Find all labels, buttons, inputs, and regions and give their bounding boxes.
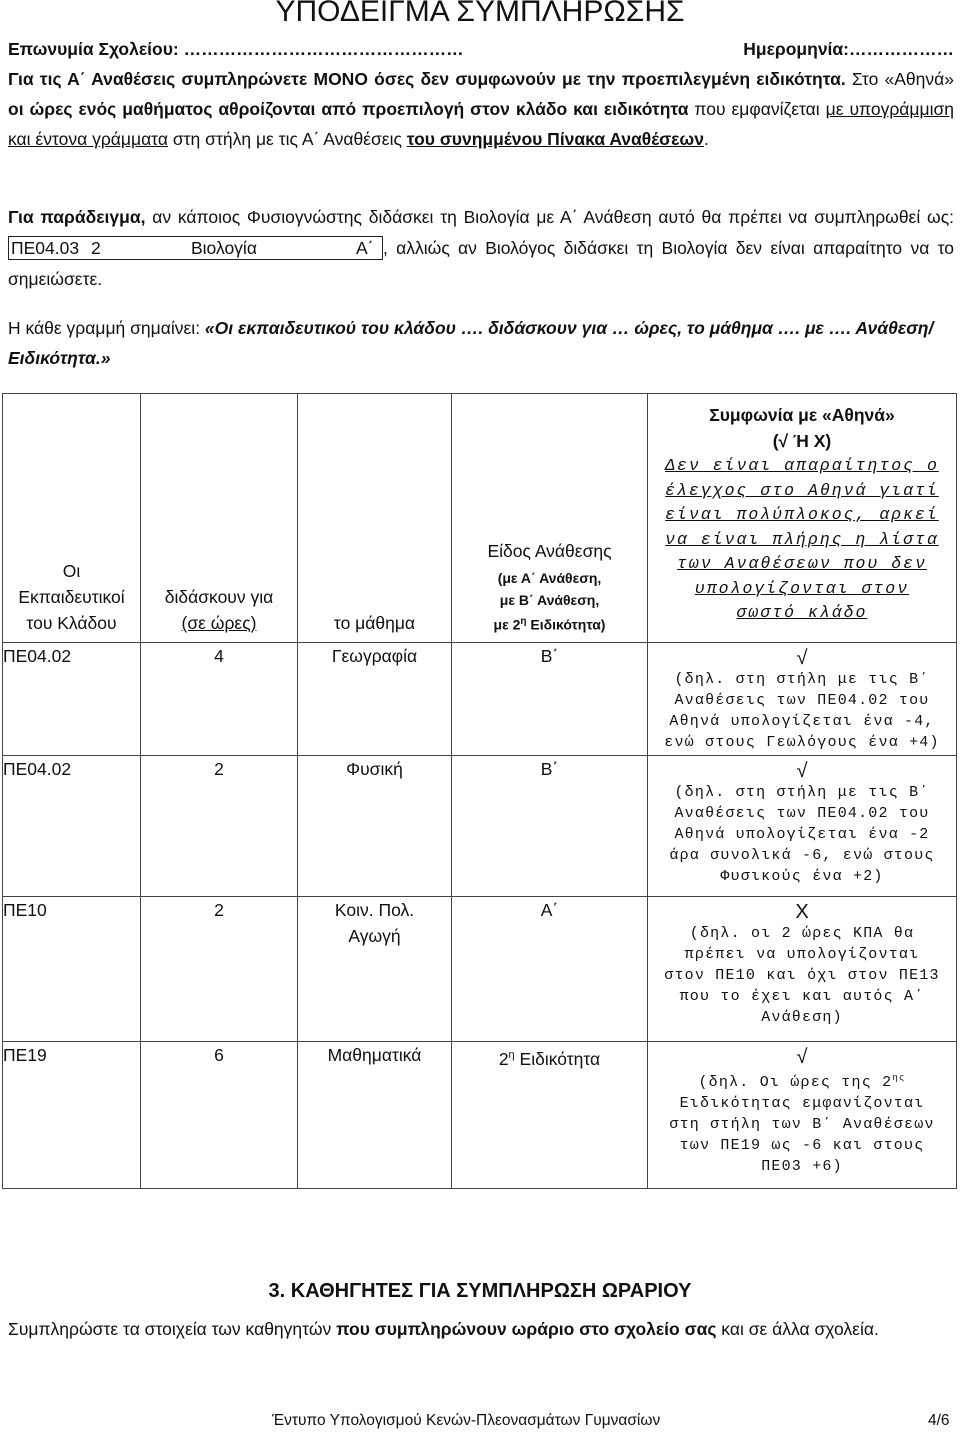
note-line: που το έχει και αυτός Α΄ [679,988,925,1005]
row-assign-a: 2 [498,1048,509,1069]
note-line: Αναθέσεις των ΠΕ04.02 του [674,692,930,709]
header-branch [3,394,141,643]
section-3-text-1: Συμπληρώστε τα στοιχεία των καθηγητών [8,1319,337,1339]
header-agreement-title: Συμφωνία με «Αθηνά» [709,405,895,425]
table-row [3,643,957,756]
header-subject [298,394,452,643]
header-hours [141,394,298,643]
intro-paragraph [8,64,954,154]
note-line: υπολογίζονται στον [694,578,910,598]
example-table [2,393,957,1189]
row-subject [298,897,452,1042]
header-hours-l1: διδάσκουν για [164,587,274,607]
row-assign [452,1042,648,1189]
row-hours: 6 [141,1042,298,1189]
note-line: Ανάθεση) [761,1009,843,1026]
header-assign-type [452,394,648,643]
intro-text-1: Στο «Αθηνά» [845,69,954,89]
check-mark-icon: √ [796,1046,808,1068]
intro-text-3: που εμφανίζεται [688,99,826,119]
section-3-title: 3. ΚΑΘΗΓΗΤΕΣ ΓΙΑ ΣΥΜΠΛΗΡΩΣΗ ΩΡΑΡΙΟΥ [268,1280,692,1302]
line-meaning-text: Η κάθε γραμμή σημαίνει: [8,318,205,338]
check-mark-icon: √ [796,647,808,669]
note-line: (δηλ. στη στήλη με τις Β΄ [674,671,930,688]
row-agreement [648,643,957,756]
row-hours: 2 [141,897,298,1042]
header-branch-l3: του Κλάδου [26,613,117,633]
header-subject-text: το μάθημα [333,613,416,633]
header-assign-title: Είδος Ανάθεσης [487,541,612,562]
example-text-1: αν κάποιος Φυσιογνώστης διδάσκει τη Βιολογία με Α΄ Ανάθεση αυτό θα πρέπει να συμπληρωθεί ως: [145,207,954,227]
table-row [3,1042,957,1189]
section-3-text [8,1315,954,1343]
example-box [8,236,383,260]
intro-text-7: . [703,129,709,149]
row-assign: Α΄ [452,897,648,1042]
intro-bold: Για τις Α΄ Αναθέσεις συμπληρώνετε ΜΟΝΟ όσες δεν συμφωνούν με την προεπιλεγμένη ειδικότητα. [8,69,846,89]
header-assign-l3 [452,611,647,636]
note-line: Ειδικότητας εμφανίζονται [679,1095,925,1112]
x-mark-icon: Χ [795,901,809,923]
row-note [648,1068,956,1177]
example-paragraph [8,202,954,295]
row-note [648,669,956,753]
note-line: άρα συνολικά -6, ενώ στους [669,847,935,864]
row-note [648,923,956,1028]
note-line: Φυσικούς ένα +2) [720,868,884,885]
note-line: ενώ στους Γεωλόγους ένα +4) [664,734,940,751]
note-line: να είναι πλήρης η λίστα [665,529,939,549]
note-line: Αναθέσεις των ΠΕ04.02 του [674,805,930,822]
intro-text-5: στη στήλη με τις Α΄ Αναθέσεις [167,129,407,149]
example-box-branch: ΠΕ04.03 [11,238,80,258]
table-row [3,897,957,1042]
note-line-a: (δηλ. Οι ώρες της 2 [698,1074,893,1091]
header-agreement-sub: (√ Ή Χ) [772,431,832,451]
table-header-row [3,394,957,643]
note-line: πρέπει να υπολογίζονται [684,946,920,963]
header-branch-l2: Εκπαιδευτικοί [18,587,125,607]
row-branch: ΠΕ04.02 [3,756,141,897]
note-line: Αθηνά υπολογίζεται ένα -4, [669,713,935,730]
row-branch: ΠΕ04.02 [3,643,141,756]
header-hours-l2: (σε ώρες) [181,613,257,633]
line-meaning [8,313,954,373]
row-subject: Φυσική [298,756,452,897]
header-assign-l1: (με Α΄ Ανάθεση, [497,570,602,587]
row-assign-b: Ειδικότητα [514,1048,601,1069]
note-line: των Αναθέσεων που δεν [677,554,927,573]
note-line: Δεν είναι απαραίτητος ο [665,456,939,475]
footer-text: Έντυπο Υπολογισμού Κενών-Πλεονασμάτων Γυμνασίων [272,1412,661,1429]
school-name-label: Επωνυμία Σχολείου: ………………………………………… [8,39,464,59]
example-text-2: , αλλιώς αν Βιολόγος διδάσκει τη Βιολογία δεν είναι απαραίτητο να το σημειώσετε. [8,238,954,289]
note-line: σωστό κλάδο [736,603,868,622]
header-agreement [648,394,957,643]
check-mark-icon: √ [796,760,808,782]
header-agreement-note [648,454,956,626]
row-subject: Μαθηματικά [298,1042,452,1189]
table-row [3,756,957,897]
row-agreement [648,1042,957,1189]
example-box-hours: 2 [91,238,101,258]
intro-table-ref: του συνημμένου Πίνακα Αναθέσεων [406,129,704,149]
row-hours: 4 [141,643,298,756]
note-line-sup: ης [892,1073,906,1083]
note-line: είναι πολύπλοκος, αρκεί [665,505,939,524]
note-line: των ΠΕ19 ως -6 και στους [679,1137,925,1154]
row-hours: 2 [141,756,298,897]
row-subject: Γεωγραφία [298,643,452,756]
intro-bold-2: οι ώρες ενός μαθήματος αθροίζονται από προεπιλογή στον κλάδο και ειδικότητα [8,99,689,119]
example-box-assign: Α΄ [356,238,374,258]
row-assign: Β΄ [452,643,648,756]
section-3-text-2: και σε άλλα σχολεία. [716,1319,879,1339]
note-line: έλεγχος στο Αθηνά γιατί [665,480,939,500]
page-number: 4/6 [928,1412,950,1429]
note-line: στον ΠΕ10 και όχι στον ΠΕ13 [664,967,940,984]
header-assign-l3sup: η [520,616,527,628]
note-line: ΠΕ03 +6) [761,1158,843,1175]
header-block [8,34,954,154]
header-branch-l1: Οι [62,561,81,581]
header-row [8,34,954,64]
row-agreement [648,897,957,1042]
date-label: Ημερομηνία:……………… [743,39,954,59]
intro-underlined: με υπογράμμιση και έντονα γράμματα [8,99,954,149]
note-line: Αθηνά υπολογίζεται ένα -2 [674,826,930,843]
header-assign-l3a: με 2 [493,617,521,633]
section-3-text-bold: που συμπληρώνουν ωράριο στο σχολείο σας [336,1319,717,1339]
row-branch: ΠΕ19 [3,1042,141,1189]
document-title: ΥΠΟΔΕΙΓΜΑ ΣΥΜΠΛΗΡΩΣΗΣ [275,0,685,28]
note-line [648,1068,956,1093]
header-assign-l3b: Ειδικότητα) [526,617,606,633]
row-agreement [648,756,957,897]
example-lead: Για παράδειγμα, [8,207,146,227]
row-subject-l1: Κοιν. Πολ. [334,900,415,920]
header-assign-l2: με Β΄ Ανάθεση, [499,592,600,609]
line-meaning-quote: «Οι εκπαιδευτικού του κλάδου …. διδάσκουν για … ώρες, το μάθημα …. με …. Ανάθεση/Ειδικότητα.» [8,318,934,368]
note-line: στη στήλη των Β΄ Αναθέσεων [669,1116,935,1133]
example-box-subject: Βιολογία [191,238,257,258]
note-line: (δηλ. οι 2 ώρες ΚΠΑ θα [689,925,915,942]
row-branch: ΠΕ10 [3,897,141,1042]
row-note [648,782,956,887]
row-assign: Β΄ [452,756,648,897]
note-line: (δηλ. στη στήλη με τις Β΄ [674,784,930,801]
row-assign-sup: η [508,1049,515,1061]
row-subject-l2: Αγωγή [348,926,401,946]
